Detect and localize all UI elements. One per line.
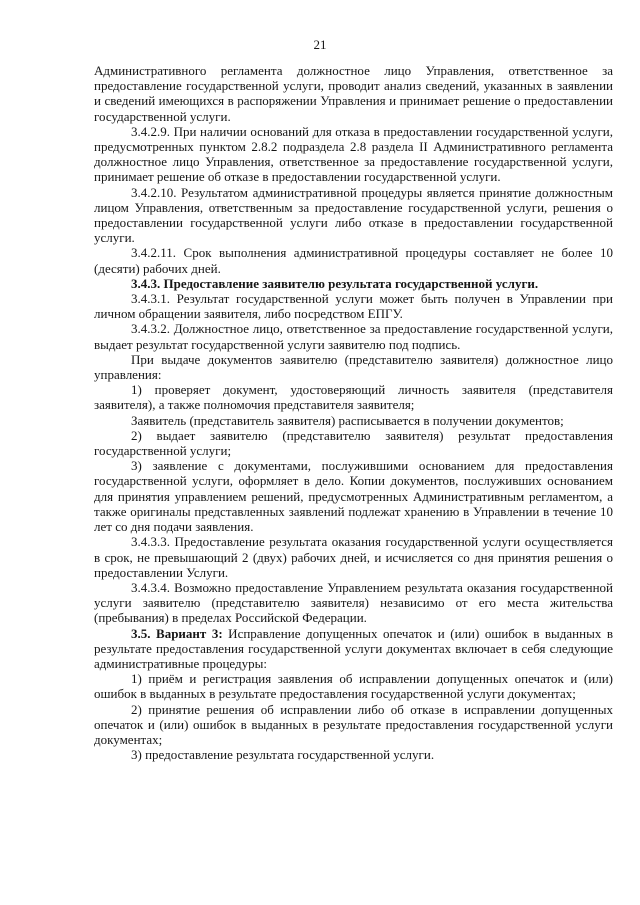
list-item: 2) принятие решения об исправлении либо об отказе в исправлении допущенных опечаток и (или) ошибок в выданных в результате предоставления государственной услуги документах; <box>94 701 613 747</box>
paragraph: Административного регламента должностное лицо Управления, ответственное за предоставление государственной услуги, проводит анализ сведений, указанных в заявлении и сведений имеющихся в распоряжении Управления и принимает решение о предоставлении государственной услуги. <box>94 63 613 124</box>
variant-heading: 3.5. Вариант 3: <box>131 625 223 641</box>
list-item: 3) заявление с документами, послужившими основанием для предоставления государственной услуги, оформляет в дело. Копии документов, послуживших основанием для принятия управлением решений, предусмотренных Административным регламентом, а также оригиналы представленных заявлений подлежат хранению в Управлении в течение 10 лет со дня подачи заявления. <box>94 458 613 535</box>
paragraph <box>94 626 613 672</box>
list-item: 1) проверяет документ, удостоверяющий личность заявителя (представителя заявителя), а также полномочия представителя заявителя; <box>94 382 613 413</box>
paragraph: 3.4.3.4. Возможно предоставление Управлением результата оказания государственной услуги заявителю (представителю заявителя) независимо от его места жительства (пребывания) в пределах Российской Федерации. <box>94 579 613 626</box>
section-heading: 3.4.3. Предоставление заявителю результата государственной услуги. <box>131 275 539 291</box>
list-item: 2) выдает заявителю (представителю заявителя) результат предоставления государственной услуги; <box>94 427 613 459</box>
paragraph: 3.4.2.10. Результатом административной процедуры является принятие должностным лицом Управления, ответственным за предоставление государственной услуги, решения о предоставлении государственной услуги либо отказе в предоставлении государственной услуги. <box>94 184 613 246</box>
paragraph: Заявитель (представитель заявителя) расписывается в получении документов; <box>131 412 564 428</box>
list-item: 3) предоставление результата государственной услуги. <box>131 747 435 763</box>
paragraph: 3.4.2.9. При наличии оснований для отказа в предоставлении государственной услуги, предусмотренных пунктом 2.8.2 подраздела 2.8 раздела II Административного регламента должностное лицо Управления, ответственное за предоставление государственной услуги, принимает решение об отказе в предоставлении государственной услуги. <box>94 123 613 185</box>
page-number: 21 <box>313 37 327 52</box>
document-body <box>94 63 613 762</box>
paragraph: 3.4.3.1. Результат государственной услуги может быть получен в Управлении при личном обращении заявителя, либо посредством ЕПГУ. <box>94 291 613 322</box>
list-item: 1) приём и регистрация заявления об исправлении допущенных опечаток и (или) ошибок в выданных в результате предоставления государственной услуги документах; <box>94 671 613 702</box>
variant-text: Исправление допущенных опечаток и (или) ошибок в выданных в результате предоставления государственной услуги документах включает в себя следующие административные процедуры: <box>94 625 613 671</box>
paragraph: 3.4.3.2. Должностное лицо, ответственное за предоставление государственной услуги, выдает результат государственной услуги заявителю под подпись. <box>94 321 613 352</box>
paragraph: При выдаче документов заявителю (представителю заявителя) должностное лицо управления: <box>94 351 613 383</box>
paragraph: 3.4.2.11. Срок выполнения административной процедуры составляет не более 10 (десяти) рабочих дней. <box>94 245 613 276</box>
paragraph: 3.4.3.3. Предоставление результата оказания государственной услуги осуществляется в срок, не превышающий 2 (двух) рабочих дней, и исчисляется со дня принятия решения о предоставлении Услуги. <box>94 534 613 580</box>
